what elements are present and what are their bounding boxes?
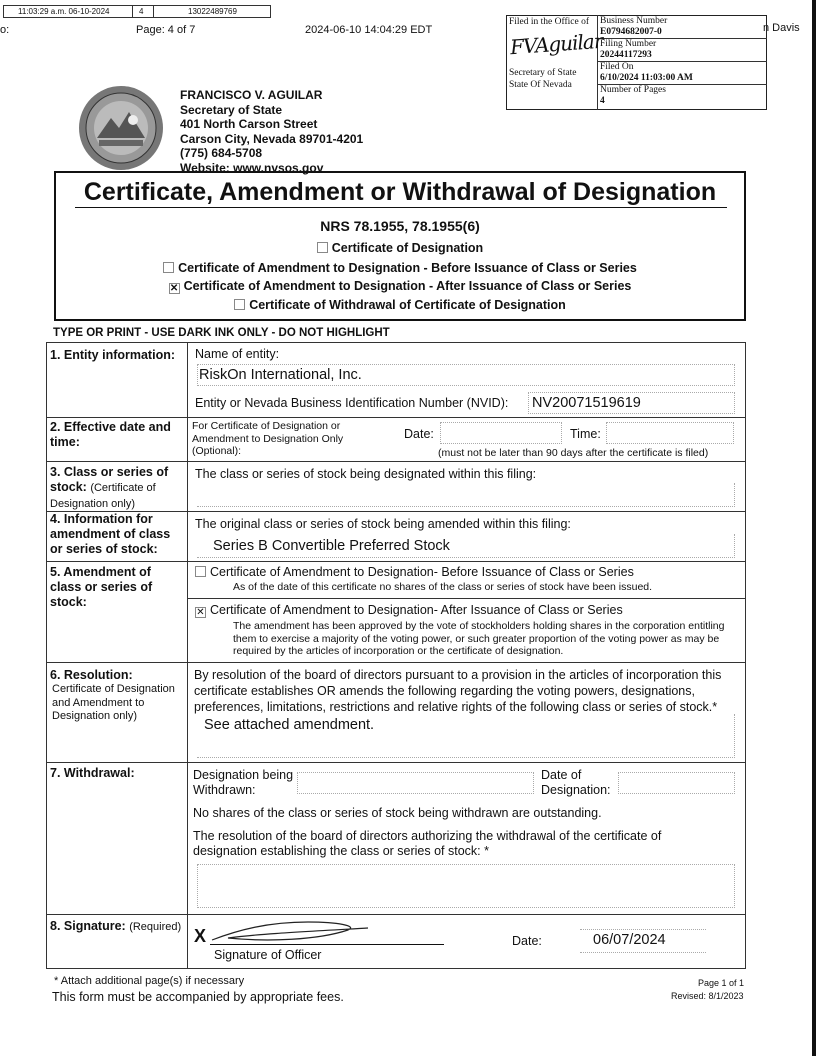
fax-right-name: n Davis — [763, 22, 800, 34]
original-class-value: Series B Convertible Preferred Stock — [213, 538, 450, 554]
designation-label-line1: Designation being — [193, 768, 294, 782]
stamp-pages: 4 — [600, 96, 605, 106]
section-6-sub: Certificate of Designation and Amendment to Designation only) — [52, 683, 175, 722]
section-8-label — [50, 919, 181, 935]
signature-x: X — [194, 926, 207, 946]
date-of-designation-field[interactable] — [618, 772, 735, 794]
designation-withdrawn-field[interactable] — [297, 772, 534, 794]
no-shares-text: No shares of the class or series of stock being withdrawn are outstanding. — [193, 806, 602, 820]
option-withdrawal[interactable] — [54, 298, 746, 312]
stamp-filing-number: 20244117293 — [600, 50, 652, 60]
fax-timestamp: 11:03:29 a.m. 06-10-2024 — [18, 7, 110, 16]
date-label-line2: Designation: — [541, 783, 611, 797]
stamp-filed-on-label: Filed On — [600, 62, 634, 72]
nvid-value: NV20071519619 — [532, 395, 641, 411]
nvid-label: Entity or Nevada Business Identification Number (NVID): — [195, 396, 509, 410]
signature-line[interactable] — [210, 944, 444, 945]
grid-row-line — [46, 417, 746, 418]
signature-date-value: 06/07/2024 — [593, 932, 666, 948]
stamp-filing-number-label: Filing Number — [600, 39, 657, 49]
section-5-label: 5. Amendment of class or series of stock: — [50, 565, 153, 609]
amendment-before-desc: As of the date of this certificate no shares of the class or series of stock have been issued. — [233, 581, 653, 593]
sos-header — [180, 88, 363, 175]
footer-revised: Revised: 8/1/2023 — [671, 991, 744, 1001]
section-8-title: 8. Signature: — [50, 919, 126, 933]
amendment-after-title: Certificate of Amendment to Designation- After Issuance of Class or Series — [210, 603, 623, 617]
sos-website: Website: www.nvsos.gov — [180, 160, 324, 175]
fax-datetime: 2024-06-10 14:04:29 EDT — [305, 24, 433, 36]
stamp-business-number: E0794682007-0 — [600, 27, 662, 37]
checkbox[interactable] — [317, 242, 328, 253]
sos-address1: 401 North Carson Street — [180, 117, 318, 131]
grid-row-line — [46, 461, 746, 462]
section-7-label: 7. Withdrawal: — [50, 766, 135, 780]
effective-date-note: (must not be later than 90 days after the certificate is filed) — [438, 447, 709, 459]
stamp-filed-on: 6/10/2024 11:03:00 AM — [600, 73, 693, 83]
grid-row-line — [46, 762, 746, 763]
option-label: Certificate of Amendment to Designation - After Issuance of Class or Series — [183, 279, 632, 293]
option-label: Certificate of Withdrawal of Certificate of Designation — [249, 298, 566, 312]
designation-label-line2: Withdrawn: — [193, 783, 256, 797]
effective-date-field[interactable] — [440, 422, 562, 444]
class-designated-field[interactable] — [197, 483, 735, 507]
grid-row-line — [187, 598, 746, 599]
sos-name: FRANCISCO V. AGUILAR — [180, 88, 323, 102]
option-label: Certificate of Designation — [331, 241, 484, 255]
checkbox[interactable] — [234, 299, 245, 310]
section-3-sub: (Certificate of Designation only) — [50, 482, 156, 510]
checkbox[interactable] — [163, 262, 174, 273]
class-designated-text: The class or series of stock being designated within this filing: — [195, 467, 537, 481]
signature-date-label: Date: — [512, 934, 542, 948]
amendment-before-title: Certificate of Amendment to Designation- Before Issuance of Class or Series — [210, 565, 634, 579]
instructions: TYPE OR PRINT - USE DARK INK ONLY - DO NOT HIGHLIGHT — [53, 327, 390, 339]
fax-pages: 4 — [139, 7, 144, 16]
fax-to: o: — [0, 24, 10, 36]
option-amendment-after[interactable] — [54, 279, 746, 294]
resolution-text: By resolution of the board of directors pursuant to a provision in the articles of incorporation this certificate establishes OR amends the following regarding the voting powers, designations, preferences, limitations, restrictions and relative rights of the following class or series of stock.* — [194, 668, 722, 714]
date-of-designation-label — [541, 768, 611, 798]
state-seal-icon — [77, 84, 165, 172]
effective-date-desc: For Certificate of Designation or Amendment to Designation Only (Optional): — [192, 420, 344, 457]
section-4-label: 4. Information for amendment of class or series of stock: — [50, 512, 171, 556]
section-1-label: 1. Entity information: — [50, 348, 175, 362]
fax-header-divider — [153, 5, 154, 18]
section-8-sub: (Required) — [129, 921, 182, 933]
amendment-before-option[interactable] — [195, 565, 634, 580]
stamp-business-number-label: Business Number — [600, 16, 668, 26]
amendment-after-option[interactable] — [195, 603, 623, 618]
entity-name-label: Name of entity: — [195, 347, 280, 361]
sos-address2: Carson City, Nevada 89701-4201 — [180, 131, 364, 146]
officer-signature-icon — [208, 916, 378, 946]
designation-withdrawn-label — [193, 768, 293, 798]
section-3-title: 3. Class or series of stock: — [50, 465, 169, 494]
nrs-reference: NRS 78.1955, 78.1955(6) — [320, 218, 480, 234]
section-3-label — [50, 465, 185, 512]
amendment-after-desc: The amendment has been approved by the vote of stockholders holding shares in the corporation entitling them to exercise a majority of the voting power, or such greater proportion of the voting power as may be required by the articles of incorporation or the certificate of designation. — [233, 620, 725, 657]
effective-time-field[interactable] — [606, 422, 734, 444]
footer-note-2: This form must be accompanied by appropriate fees. — [52, 990, 344, 1004]
stamp-signature: FVAguilar — [509, 28, 604, 60]
option-label: Certificate of Amendment to Designation - Before Issuance of Class or Series — [178, 261, 637, 275]
option-certificate-of-designation[interactable] — [54, 241, 746, 255]
resolution-value: See attached amendment. — [204, 717, 375, 733]
grid-column-line — [187, 342, 188, 969]
stamp-state: State Of Nevada — [509, 80, 572, 90]
date-label-line1: Date of — [541, 768, 582, 782]
sos-phone: (775) 684-5708 — [180, 146, 263, 160]
original-class-text: The original class or series of stock being amended within this filing: — [195, 517, 571, 531]
footer-page: Page 1 of 1 — [698, 978, 745, 988]
withdrawal-resolution-field[interactable] — [197, 864, 735, 908]
grid-row-line — [46, 662, 746, 663]
fax-page: Page: 4 of 7 — [136, 24, 196, 36]
stamp-office: Secretary of State — [509, 68, 577, 78]
grid-row-line — [46, 914, 746, 915]
effective-date-label: Date: — [404, 427, 434, 441]
right-edge-bar — [812, 0, 816, 1056]
title-underline — [75, 207, 727, 208]
footer-note-1: * Attach additional page(s) if necessary — [54, 975, 245, 987]
checkbox[interactable]: ✕ — [196, 607, 205, 618]
section-6-title: 6. Resolution: — [50, 668, 133, 682]
fax-number: 13022489769 — [188, 7, 237, 16]
sos-title: Secretary of State — [180, 102, 283, 117]
withdrawal-resolution-text: The resolution of the board of directors authorizing the withdrawal of the certificate of designation establishing the class or series of stock: * — [193, 829, 662, 858]
effective-time-label: Time: — [570, 427, 601, 441]
section-6-label — [50, 668, 185, 724]
fax-header-divider — [132, 5, 133, 18]
checkbox[interactable] — [195, 566, 206, 577]
section-2-label: 2. Effective date and time: — [50, 420, 171, 449]
signature-of-officer-label: Signature of Officer — [214, 948, 322, 962]
checkbox[interactable]: ✕ — [169, 283, 179, 294]
option-amendment-before[interactable] — [54, 261, 746, 275]
stamp-pages-label: Number of Pages — [600, 85, 666, 95]
stamp-filed-in: Filed in the Office of — [509, 17, 590, 27]
entity-name-value: RiskOn International, Inc. — [199, 367, 362, 383]
grid-row-line — [46, 561, 746, 562]
form-title: Certificate, Amendment or Withdrawal of Designation — [83, 178, 717, 206]
